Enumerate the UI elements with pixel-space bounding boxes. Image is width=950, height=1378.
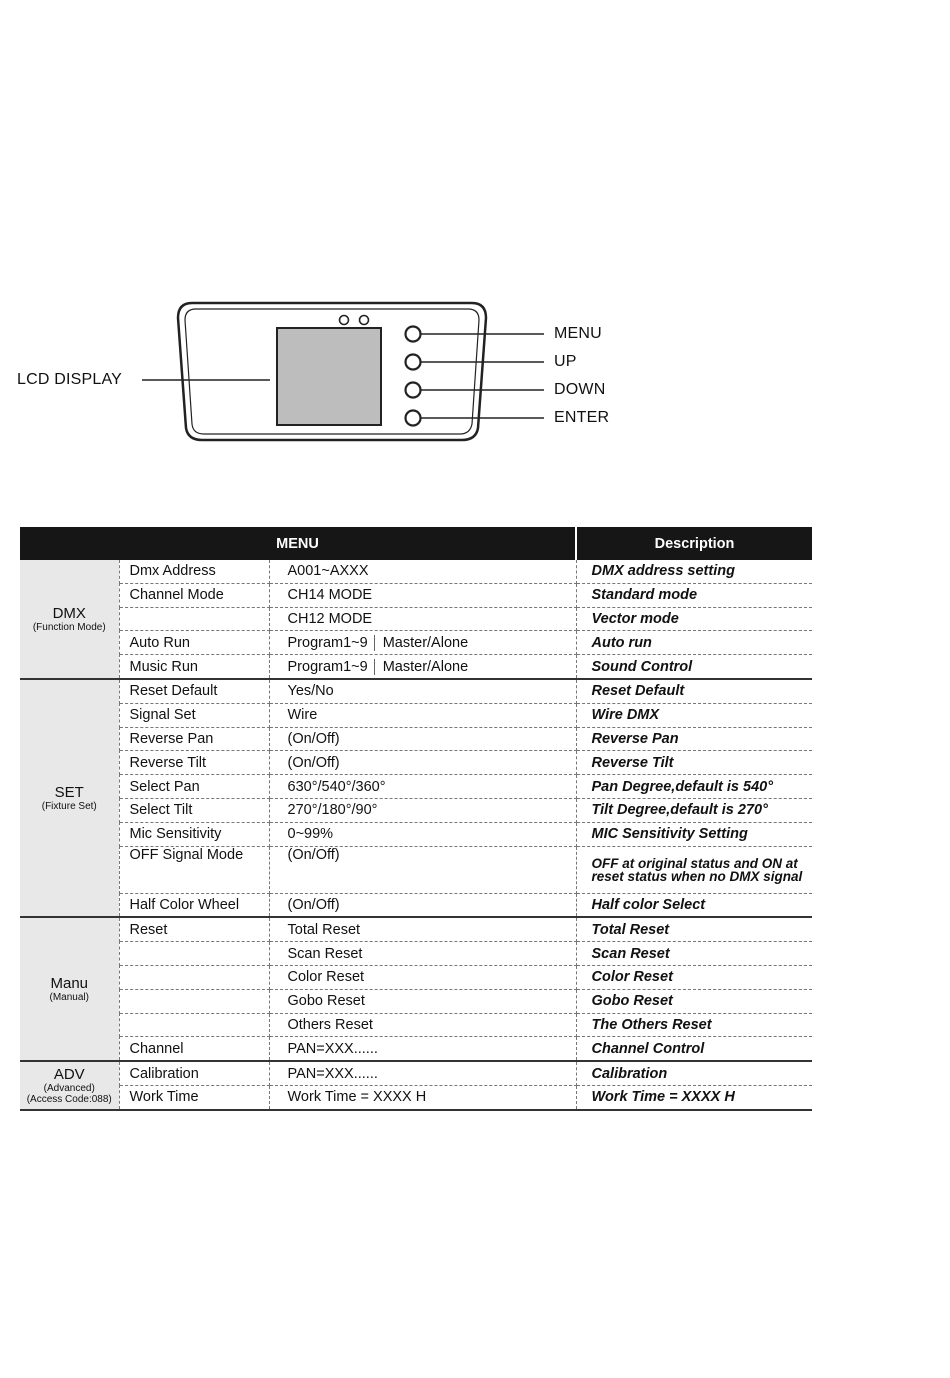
- option-value: PAN=XXX......: [287, 1040, 378, 1057]
- option-cell: [269, 798, 576, 822]
- menu-item-cell: Dmx Address: [119, 560, 269, 583]
- menu-item-cell: Music Run: [119, 655, 269, 679]
- group-name: DMX: [52, 604, 86, 622]
- description-cell: Standard mode: [576, 583, 812, 607]
- option-value: Total Reset: [287, 921, 361, 938]
- description-cell: Wire DMX: [576, 703, 812, 727]
- table-row: [20, 942, 812, 966]
- lcd-display-label: LCD DISPLAY: [17, 371, 123, 388]
- description-cell: Pan Degree,default is 540°: [576, 775, 812, 799]
- group-name: SET: [54, 784, 84, 802]
- table-row: [20, 989, 812, 1013]
- table-row: [20, 798, 812, 822]
- description-cell: Calibration: [576, 1061, 812, 1085]
- option-value: Others Reset: [287, 1016, 373, 1033]
- table-row: [20, 917, 812, 941]
- menu-item-cell: Reverse Pan: [119, 727, 269, 751]
- option-cell: [269, 703, 576, 727]
- table-row: [20, 583, 812, 607]
- option-cell: [269, 775, 576, 799]
- menu-item-cell: [119, 607, 269, 631]
- enter-button-icon: [406, 411, 421, 426]
- option-cell: [269, 917, 576, 941]
- option-cell: [269, 965, 576, 989]
- option-value: Work Time = XXXX H: [287, 1089, 427, 1106]
- description-cell: Auto run: [576, 631, 812, 655]
- indicator-led-1: [340, 316, 349, 325]
- table-row: [20, 1013, 812, 1037]
- option-value: Gobo Reset: [287, 993, 365, 1010]
- menu-item-cell: Half Color Wheel: [119, 893, 269, 917]
- table-header-row: [20, 527, 812, 560]
- table-row: [20, 655, 812, 679]
- group-name: ADV: [53, 1065, 85, 1083]
- description-cell: Half color Select: [576, 893, 812, 917]
- description-cell: Reset Default: [576, 679, 812, 703]
- group-cell-set: [20, 679, 119, 917]
- option-divider: [374, 659, 375, 675]
- group-cell-dmx: [20, 560, 119, 679]
- menu-item-cell: Reset: [119, 917, 269, 941]
- menu-item-cell: Signal Set: [119, 703, 269, 727]
- table-row: [20, 679, 812, 703]
- option-value: (On/Off): [287, 896, 340, 913]
- table-row: [20, 822, 812, 846]
- indicator-led-2: [360, 316, 369, 325]
- option-cell: [269, 751, 576, 775]
- table-row: [20, 727, 812, 751]
- lcd-screen: [277, 328, 381, 425]
- description-cell: Scan Reset: [576, 942, 812, 966]
- option-value-secondary: Master/Alone: [382, 658, 469, 675]
- option-value: Color Reset: [287, 969, 365, 986]
- menu-table: [20, 527, 812, 1111]
- option-cell: [269, 1085, 576, 1109]
- option-value: (On/Off): [287, 754, 340, 771]
- option-cell: [269, 560, 576, 583]
- description-cell: Sound Control: [576, 655, 812, 679]
- menu-item-cell: [119, 942, 269, 966]
- group-cell-adv: [20, 1061, 119, 1110]
- table-row: [20, 1061, 812, 1085]
- option-cell: [269, 679, 576, 703]
- menu-item-cell: Reset Default: [119, 679, 269, 703]
- option-value: Program1~9: [287, 634, 368, 651]
- down-button-icon: [406, 383, 421, 398]
- option-value: 270°/180°/90°: [287, 802, 378, 819]
- option-value: A001~AXXX: [287, 563, 369, 580]
- table-row: [20, 893, 812, 917]
- menu-table-body: [20, 560, 812, 1110]
- group-subtitle: (Fixture Set): [41, 801, 97, 813]
- option-cell: [269, 583, 576, 607]
- option-value: CH14 MODE: [287, 587, 373, 604]
- up-button-label: UP: [554, 353, 577, 370]
- option-value-secondary: Master/Alone: [382, 634, 469, 651]
- menu-item-cell: Select Tilt: [119, 798, 269, 822]
- description-cell: OFF at original status and ON at reset status when no DMX signal: [576, 846, 812, 893]
- option-value: Wire: [287, 707, 318, 724]
- option-cell: [269, 727, 576, 751]
- menu-item-cell: [119, 1013, 269, 1037]
- group-subtitle: (Advanced): [43, 1082, 95, 1094]
- option-value: (On/Off): [287, 730, 340, 747]
- description-cell: Tilt Degree,default is 270°: [576, 798, 812, 822]
- menu-item-cell: Mic Sensitivity: [119, 822, 269, 846]
- option-cell: [269, 942, 576, 966]
- table-row: [20, 751, 812, 775]
- header-description: Description: [576, 527, 812, 560]
- option-value: (On/Off): [287, 846, 340, 863]
- option-value: 630°/540°/360°: [287, 778, 386, 795]
- up-button-icon: [406, 355, 421, 370]
- table-row: [20, 775, 812, 799]
- group-subtitle: (Function Mode): [32, 621, 106, 633]
- option-value: Yes/No: [287, 683, 334, 700]
- control-panel-diagram: [0, 290, 950, 450]
- option-cell: [269, 607, 576, 631]
- menu-item-cell: Channel Mode: [119, 583, 269, 607]
- menu-item-cell: Select Pan: [119, 775, 269, 799]
- description-cell: DMX address setting: [576, 560, 812, 583]
- description-cell: MIC Sensitivity Setting: [576, 822, 812, 846]
- menu-item-cell: Calibration: [119, 1061, 269, 1085]
- description-cell: Reverse Tilt: [576, 751, 812, 775]
- group-name: Manu: [50, 975, 89, 993]
- option-cell: [269, 989, 576, 1013]
- enter-button-label: ENTER: [554, 409, 610, 426]
- description-cell: The Others Reset: [576, 1013, 812, 1037]
- menu-item-cell: Reverse Tilt: [119, 751, 269, 775]
- menu-item-cell: Auto Run: [119, 631, 269, 655]
- group-subtitle: (Manual): [49, 992, 89, 1004]
- option-cell: [269, 846, 576, 893]
- option-cell: [269, 1013, 576, 1037]
- description-cell: Channel Control: [576, 1037, 812, 1061]
- down-button-label: DOWN: [554, 381, 606, 398]
- table-row: [20, 846, 812, 893]
- description-cell: Work Time = XXXX H: [576, 1085, 812, 1109]
- group-access-code: (Access Code:088): [26, 1093, 112, 1105]
- option-value: PAN=XXX......: [287, 1065, 378, 1082]
- option-divider: [374, 635, 375, 651]
- table-row: [20, 631, 812, 655]
- description-cell: Gobo Reset: [576, 989, 812, 1013]
- option-cell: [269, 822, 576, 846]
- description-cell: Total Reset: [576, 917, 812, 941]
- table-row: [20, 703, 812, 727]
- menu-button-label: MENU: [554, 325, 602, 342]
- option-value: 0~99%: [287, 826, 334, 843]
- option-value: CH12 MODE: [287, 610, 373, 627]
- menu-item-cell: Channel: [119, 1037, 269, 1061]
- option-value: Program1~9: [287, 658, 368, 675]
- option-cell: [269, 893, 576, 917]
- menu-item-cell: [119, 965, 269, 989]
- table-row: [20, 607, 812, 631]
- option-cell: [269, 1037, 576, 1061]
- table-row: [20, 1037, 812, 1061]
- menu-item-cell: [119, 989, 269, 1013]
- table-row: [20, 560, 812, 583]
- description-cell: Color Reset: [576, 965, 812, 989]
- menu-button-icon: [406, 327, 421, 342]
- description-cell: Vector mode: [576, 607, 812, 631]
- menu-item-cell: Work Time: [119, 1085, 269, 1109]
- group-cell-manu: [20, 917, 119, 1061]
- option-cell: [269, 655, 576, 679]
- menu-item-cell: OFF Signal Mode: [119, 846, 269, 893]
- option-cell: [269, 1061, 576, 1085]
- table-row: [20, 965, 812, 989]
- option-value: Scan Reset: [287, 945, 363, 962]
- option-cell: [269, 631, 576, 655]
- header-menu: MENU: [20, 527, 576, 560]
- description-cell: Reverse Pan: [576, 727, 812, 751]
- table-row: [20, 1085, 812, 1109]
